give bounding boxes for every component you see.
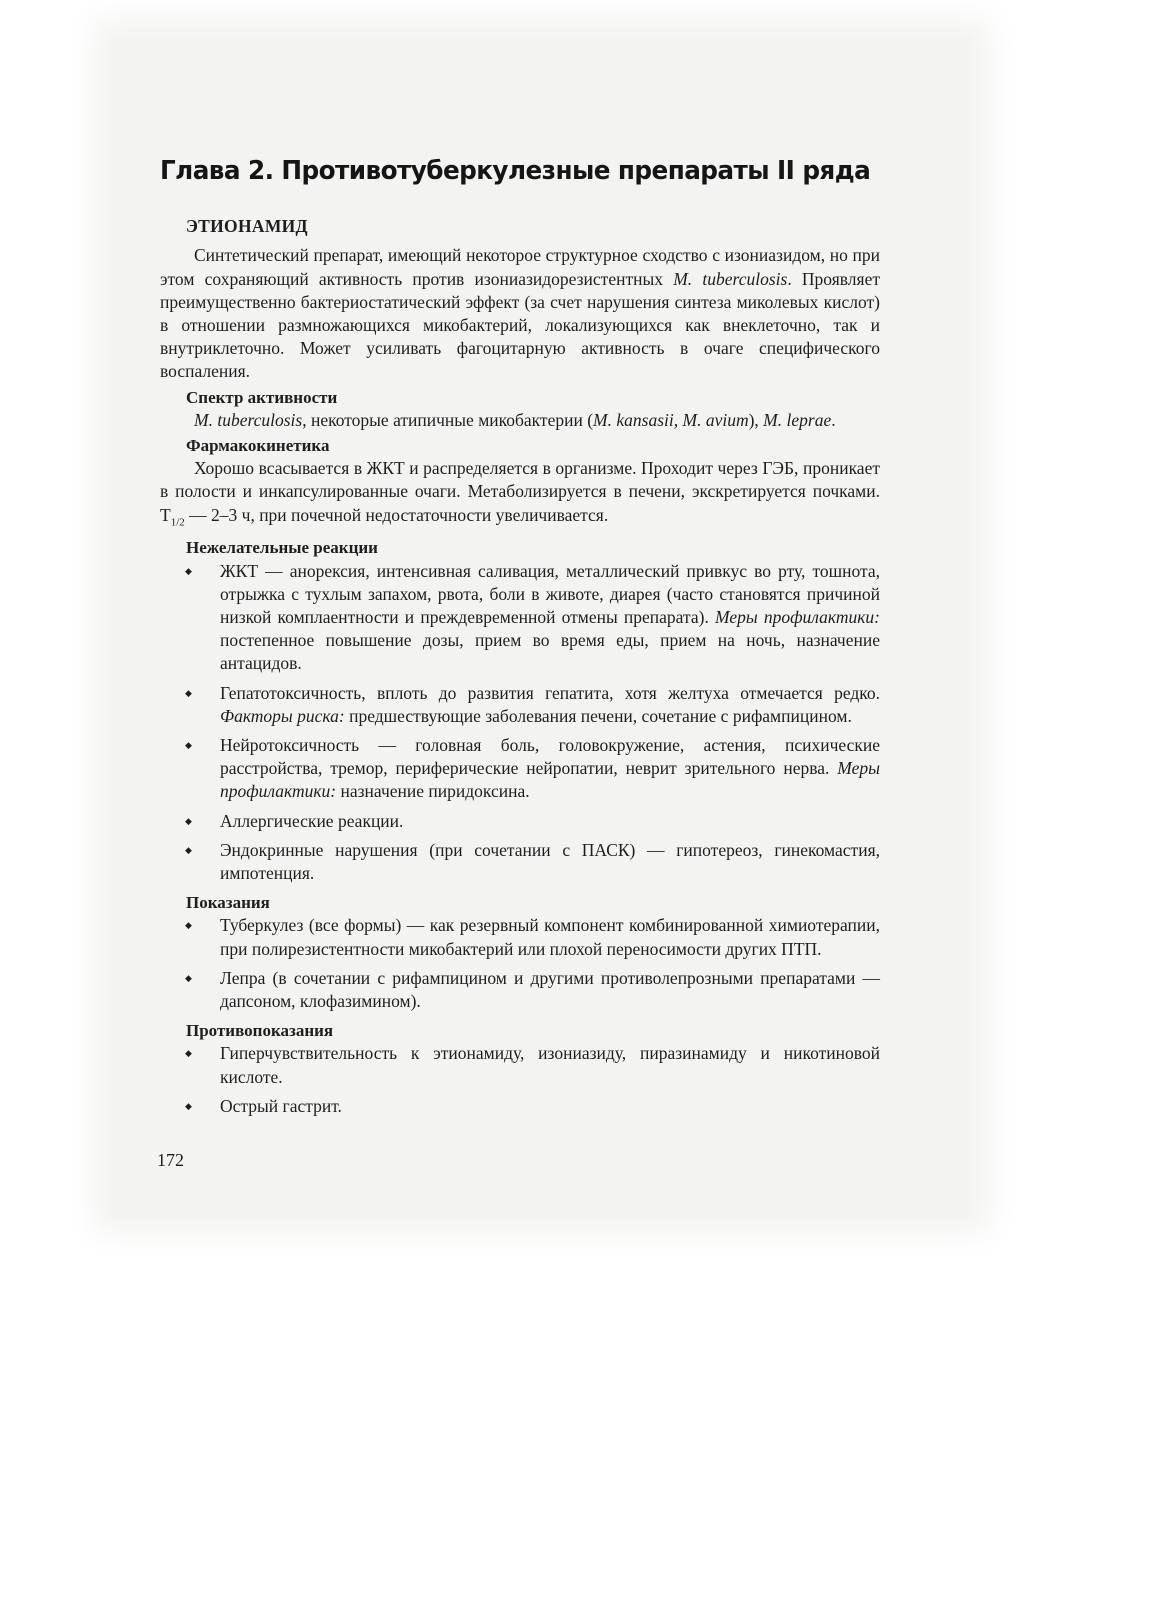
pk-heading: Фармакокинетика bbox=[186, 436, 330, 456]
drug-name: ЭТИОНАМИД bbox=[186, 216, 308, 237]
list-item bbox=[220, 734, 880, 804]
spectrum-text-1: , некоторые атипичные микобактерии ( bbox=[302, 409, 594, 430]
adverse-3-text-1: Нейротоксичность — головная боль, головокружение, астения, психические расстройства, тремор, периферические нейропатии, неврит зрительного нерва. bbox=[220, 734, 880, 779]
list-item: ◆ Гиперчувствительность к этионамиду, изониазиду, пиразинамиду и никотиновой кислоте. bbox=[220, 1042, 880, 1088]
pk-halflife-sub: 1/2 bbox=[170, 516, 185, 529]
adverse-1-text-2: постепенное повышение дозы, прием во время еды, прием на ночь, назначение антацидов. bbox=[220, 630, 880, 674]
adverse-1-text-1: ЖКТ — анорексия, интенсивная саливация, металлический привкус во рту, тошнота, отрыжка с тухлым запахом, рвота, боли в животе, диарея (часто становятся причиной низкой комплаентности и преждевременной отмены препарата). bbox=[220, 560, 880, 627]
spectrum-organism-1: M. tuberculosis bbox=[194, 409, 303, 430]
indications-heading: Показания bbox=[186, 893, 270, 913]
adverse-heading: Нежелательные реакции bbox=[186, 538, 378, 558]
list-item: ◆ Аллергические реакции. bbox=[220, 810, 880, 833]
list-item: ◆ Острый гастрит. bbox=[220, 1095, 880, 1118]
spectrum-heading: Спектр активности bbox=[186, 387, 338, 407]
pk-text-1: Хорошо всасывается в ЖКТ и распределяется в организме. Проходит через ГЭБ, проникает в полости и инкапсулированные очаги. Метаболизируется в печени, экскретируется почками. Т bbox=[160, 458, 880, 525]
list-item bbox=[220, 560, 880, 676]
list-item: ◆ Туберкулез (все формы) — как резервный компонент комбинированной химиотерапии, при полирезистентности микобактерий или плохой переносимости других ПТП. bbox=[220, 914, 880, 960]
intro-text-2: . Проявляет преимущественно бактериостатический эффект (за счет нарушения синтеза миколевых кислот) в отношении размножающихся микобактерий, локализующихся как внеклеточно, так и внутриклеточно. Может усиливать фагоцитарную активность в очаге специфического воспаления. bbox=[160, 268, 880, 382]
pk-text-2: — 2–3 ч, при почечной недостаточности увеличивается. bbox=[184, 504, 609, 525]
intro-text-1: Синтетический препарат, имеющий некоторое структурное сходство с изониазидом, но при этом сохраняющий активность против изониазидорезистентных bbox=[160, 245, 880, 289]
spectrum-text-3: . bbox=[831, 409, 836, 430]
pk-paragraph bbox=[160, 457, 880, 534]
spectrum-organism-3: M. leprae bbox=[763, 409, 832, 430]
chapter-title: Глава 2. Противотуберкулезные препараты II ряда bbox=[160, 156, 871, 186]
list-item bbox=[220, 682, 880, 728]
adverse-list bbox=[160, 560, 880, 886]
page-number: 172 bbox=[157, 1150, 184, 1170]
contraindications-heading: Противопоказания bbox=[186, 1021, 334, 1041]
list-item: ◆ Эндокринные нарушения (при сочетании с ПАСК) — гипотереоз, гинекомастия, импотенция. bbox=[220, 839, 880, 885]
adverse-3-text-2: назначение пиридоксина. bbox=[336, 781, 530, 802]
spectrum-organism-2: M. kansasii, M. avium bbox=[593, 409, 749, 430]
contraindications-list bbox=[160, 1042, 880, 1118]
list-item: ◆ Лепра (в сочетании с рифампицином и другими противолепрозными препаратами — дапсоном, клофазимином). bbox=[220, 967, 880, 1013]
intro-organism: M. tuberculosis bbox=[673, 268, 788, 289]
spectrum-text-2: ), bbox=[748, 409, 764, 430]
adverse-3-emphasis: Меры профилактики: bbox=[220, 758, 880, 802]
intro-paragraph bbox=[160, 244, 880, 383]
indications-list bbox=[160, 914, 880, 1013]
adverse-2-text-2: предшествующие заболевания печени, сочетание с рифампицином. bbox=[344, 705, 852, 726]
page-content bbox=[160, 156, 880, 1124]
adverse-2-text-1: Гепатотоксичность, вплоть до развития гепатита, хотя желтуха отмечается редко. bbox=[220, 682, 880, 703]
adverse-1-emphasis: Меры профилактики: bbox=[715, 606, 880, 627]
spectrum-paragraph bbox=[160, 409, 880, 432]
adverse-2-emphasis: Факторы риска: bbox=[220, 705, 345, 726]
